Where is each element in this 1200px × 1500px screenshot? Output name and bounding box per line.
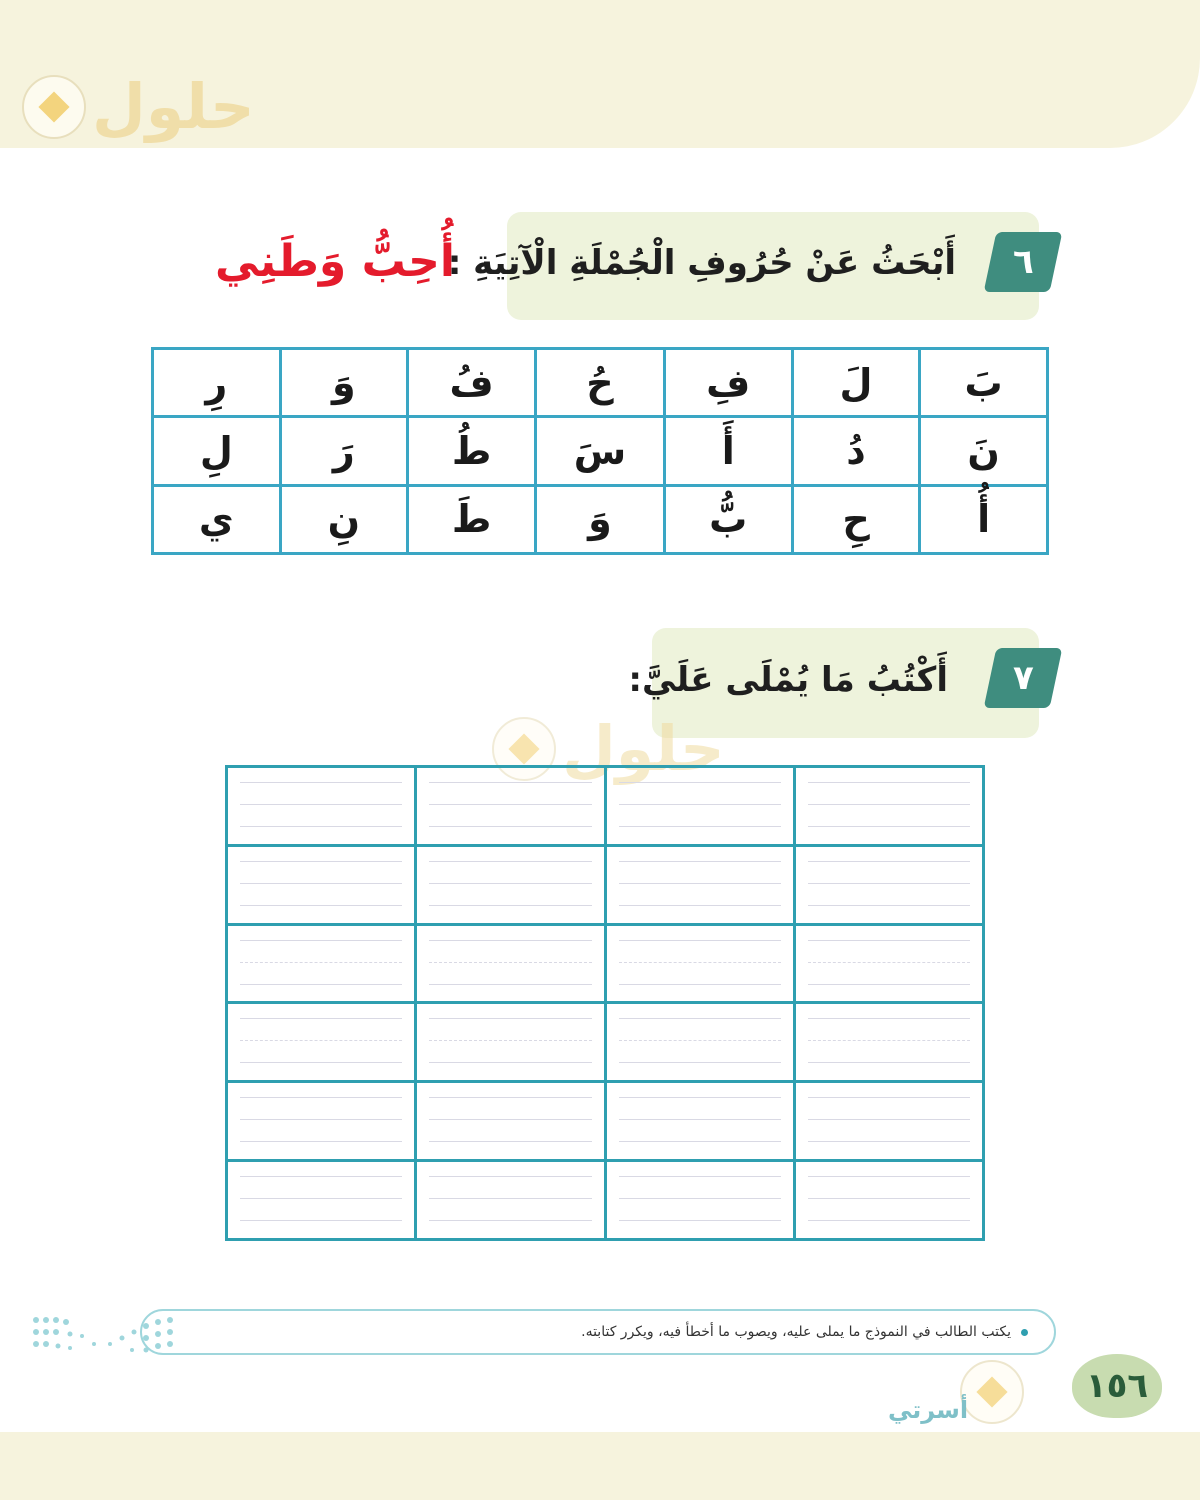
guide-line <box>240 1220 402 1221</box>
guide-line <box>619 861 781 862</box>
guide-line <box>240 826 402 827</box>
letter-cell[interactable]: فِ <box>664 349 792 417</box>
letters-row <box>153 485 1048 553</box>
guide-line <box>808 861 970 862</box>
guide-line <box>808 940 970 941</box>
writing-cell[interactable] <box>605 1003 794 1082</box>
letter-cell[interactable]: نِ <box>280 485 407 553</box>
letters-row <box>153 417 1048 485</box>
guide-line <box>808 1141 970 1142</box>
guide-line <box>429 962 591 963</box>
writing-cell[interactable] <box>416 924 605 1003</box>
brand-logo <box>22 70 255 143</box>
dictation-writing-grid <box>225 765 985 1241</box>
guide-line <box>429 1018 591 1019</box>
footer-logo <box>960 1360 1024 1424</box>
guide-line <box>240 905 402 906</box>
guide-line <box>808 905 970 906</box>
ministry-dots-icon <box>30 1314 182 1362</box>
guide-line <box>808 1119 970 1120</box>
logo-emblem-icon <box>22 75 86 139</box>
letter-cell[interactable]: رَ <box>280 417 407 485</box>
letter-cell[interactable]: لِ <box>153 417 281 485</box>
guide-line <box>619 782 781 783</box>
letter-cell[interactable]: لَ <box>792 349 919 417</box>
guide-line <box>808 1198 970 1199</box>
guide-line <box>429 1176 591 1177</box>
guide-line <box>808 1040 970 1041</box>
guide-line <box>240 984 402 985</box>
guide-line <box>240 861 402 862</box>
page-number: ١٥٦ <box>1072 1354 1162 1418</box>
letter-cell[interactable]: بَ <box>920 349 1048 417</box>
bullet-icon <box>1021 1329 1028 1336</box>
guide-line <box>808 1062 970 1063</box>
writing-row <box>227 1082 984 1161</box>
guide-line <box>429 940 591 941</box>
guide-line <box>619 1018 781 1019</box>
letter-cell[interactable]: وَ <box>280 349 407 417</box>
letter-cell[interactable]: وَ <box>536 485 665 553</box>
teacher-note-text: يكتب الطالب في النموذج ما يملى عليه، ويصوب ما أخطأ فيه، ويكرر كتابته. <box>581 1324 1011 1340</box>
logo-text: حلول <box>562 712 725 785</box>
writing-cell[interactable] <box>227 1161 416 1240</box>
guide-line <box>619 1141 781 1142</box>
guide-line <box>240 962 402 963</box>
guide-line <box>240 883 402 884</box>
guide-line <box>429 1220 591 1221</box>
writing-cell[interactable] <box>227 845 416 924</box>
writing-row <box>227 1003 984 1082</box>
letter-cell[interactable]: رِ <box>153 349 281 417</box>
guide-line <box>240 1176 402 1177</box>
letters-grid <box>151 347 1049 555</box>
letter-cell[interactable]: طُ <box>408 417 536 485</box>
guide-line <box>808 984 970 985</box>
guide-line <box>429 1119 591 1120</box>
guide-line <box>240 1198 402 1199</box>
guide-line <box>429 782 591 783</box>
q6-instruction: أَبْحَثُ عَنْ حُرُوفِ الْجُمْلَةِ الْآتِيَةِ : <box>447 243 956 283</box>
guide-line <box>619 1097 781 1098</box>
guide-line <box>619 1119 781 1120</box>
guide-line <box>619 804 781 805</box>
guide-line <box>429 984 591 985</box>
guide-line <box>429 826 591 827</box>
writing-cell[interactable] <box>227 1003 416 1082</box>
guide-line <box>429 1198 591 1199</box>
letter-cell[interactable]: دُ <box>792 417 919 485</box>
guide-line <box>808 883 970 884</box>
guide-line <box>808 826 970 827</box>
q7-number-badge <box>984 648 1063 708</box>
logo-text: حلول <box>92 70 255 143</box>
letter-cell[interactable]: نَ <box>920 417 1048 485</box>
writing-cell[interactable] <box>794 767 983 846</box>
letter-cell[interactable]: أَ <box>664 417 792 485</box>
guide-line <box>619 984 781 985</box>
guide-line <box>619 1198 781 1199</box>
writing-cell[interactable] <box>605 767 794 846</box>
guide-line <box>429 861 591 862</box>
letter-cell[interactable]: حُ <box>536 349 665 417</box>
writing-row <box>227 845 984 924</box>
guide-line <box>240 1097 402 1098</box>
writing-cell[interactable] <box>416 1082 605 1161</box>
letter-cell[interactable]: بُّ <box>664 485 792 553</box>
writing-cell[interactable] <box>794 1161 983 1240</box>
letter-cell[interactable]: حِ <box>792 485 919 553</box>
guide-line <box>429 804 591 805</box>
guide-line <box>240 940 402 941</box>
guide-line <box>240 1141 402 1142</box>
writing-cell[interactable] <box>227 1082 416 1161</box>
guide-line <box>808 1176 970 1177</box>
writing-cell[interactable] <box>605 845 794 924</box>
letters-row <box>153 349 1048 417</box>
guide-line <box>429 1062 591 1063</box>
q7-instruction: أَكْتُبُ مَا يُمْلَى عَلَيَّ: <box>628 660 948 700</box>
writing-row <box>227 924 984 1003</box>
q6-sentence: أُحِبُّ وَطَنِي <box>215 236 455 287</box>
guide-line <box>808 782 970 783</box>
guide-line <box>619 1062 781 1063</box>
guide-line <box>429 905 591 906</box>
writing-cell[interactable] <box>227 924 416 1003</box>
guide-line <box>429 1040 591 1041</box>
q6-number: ٦ <box>1012 242 1034 282</box>
writing-cell[interactable] <box>605 924 794 1003</box>
guide-line <box>429 1141 591 1142</box>
letter-cell[interactable]: أُ <box>920 485 1048 553</box>
guide-line <box>429 1097 591 1098</box>
guide-line <box>808 1097 970 1098</box>
writing-cell[interactable] <box>794 1003 983 1082</box>
guide-line <box>240 804 402 805</box>
writing-cell[interactable] <box>416 1003 605 1082</box>
guide-line <box>808 804 970 805</box>
guide-line <box>619 1040 781 1041</box>
guide-line <box>619 905 781 906</box>
letter-cell[interactable]: ي <box>153 485 281 553</box>
writing-cell[interactable] <box>794 1082 983 1161</box>
letter-cell[interactable]: طَ <box>408 485 536 553</box>
q6-number-badge <box>984 232 1063 292</box>
teacher-note <box>140 1309 1056 1355</box>
guide-line <box>619 962 781 963</box>
book-name: أسرتي <box>888 1396 969 1424</box>
guide-line <box>429 883 591 884</box>
writing-cell[interactable] <box>227 767 416 846</box>
logo-emblem-icon <box>960 1360 1024 1424</box>
writing-cell[interactable] <box>605 1161 794 1240</box>
guide-line <box>240 1119 402 1120</box>
guide-line <box>240 1062 402 1063</box>
writing-cell[interactable] <box>605 1082 794 1161</box>
guide-line <box>619 940 781 941</box>
guide-line <box>619 1220 781 1221</box>
writing-row <box>227 1161 984 1240</box>
guide-line <box>808 962 970 963</box>
q7-number: ٧ <box>1012 658 1034 698</box>
writing-row <box>227 767 984 846</box>
writing-cell[interactable] <box>794 845 983 924</box>
guide-line <box>808 1018 970 1019</box>
letter-cell[interactable]: سَ <box>536 417 665 485</box>
footer-band <box>0 1432 1200 1500</box>
guide-line <box>240 1018 402 1019</box>
letter-cell[interactable]: فُ <box>408 349 536 417</box>
guide-line <box>240 782 402 783</box>
guide-line <box>619 883 781 884</box>
writing-cell[interactable] <box>416 845 605 924</box>
guide-line <box>619 1176 781 1177</box>
guide-line <box>240 1040 402 1041</box>
writing-cell[interactable] <box>416 1161 605 1240</box>
writing-cell[interactable] <box>416 767 605 846</box>
writing-cell[interactable] <box>794 924 983 1003</box>
guide-line <box>619 826 781 827</box>
guide-line <box>808 1220 970 1221</box>
